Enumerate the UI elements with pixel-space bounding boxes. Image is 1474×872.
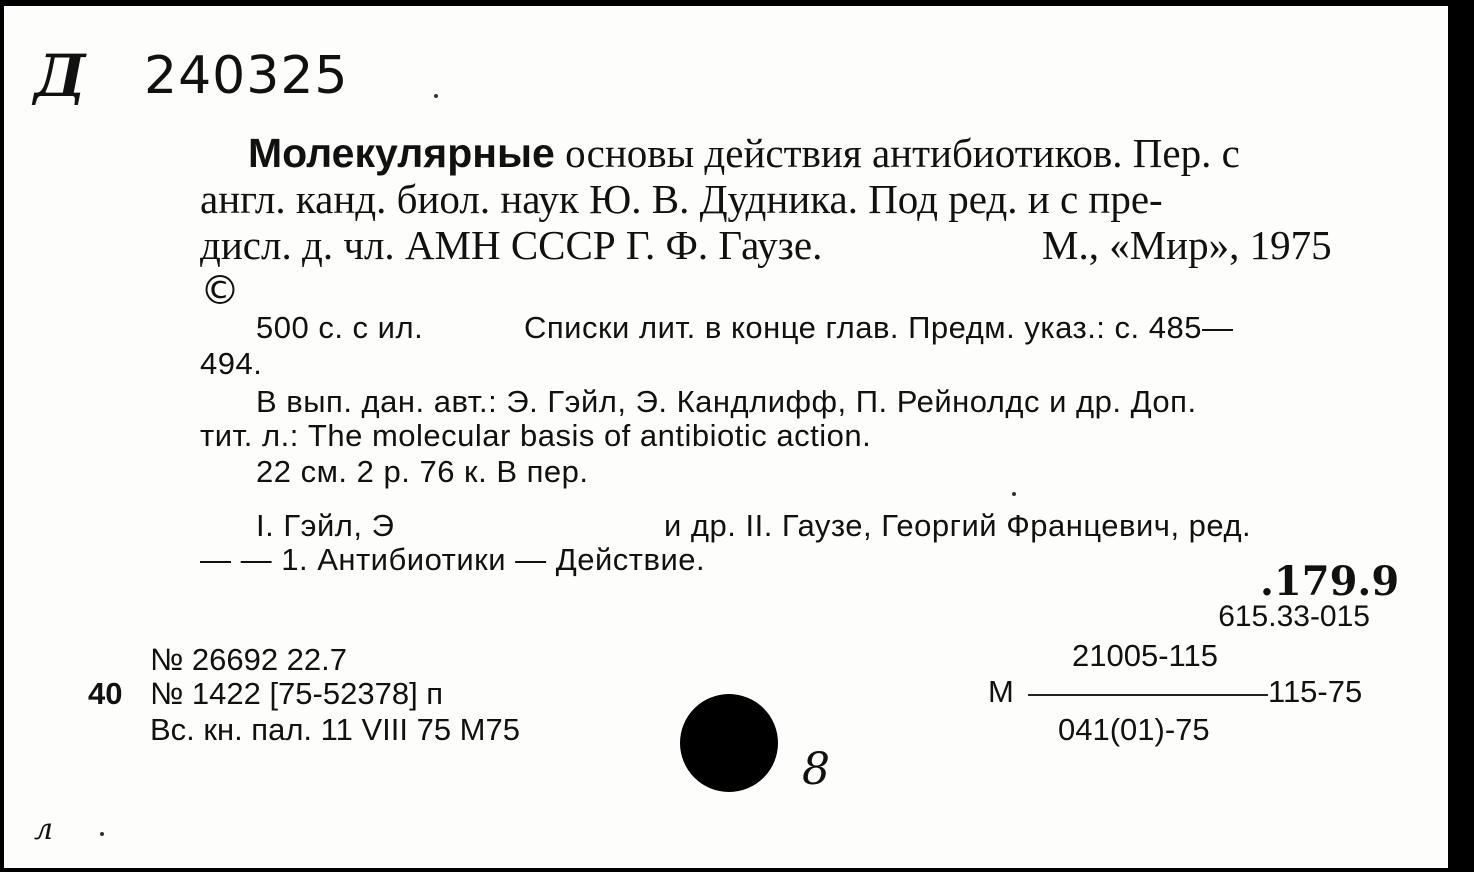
copyright-sign: © (200, 268, 240, 314)
tracing-2: и др. II. Гаузе, Георгий Францевич, ред. (664, 508, 1252, 543)
title-line-1 (248, 130, 1240, 176)
catalog-number: 240325 (144, 46, 349, 106)
publisher-code-right: 115-75 (1268, 674, 1363, 709)
card-prefix: 40 (88, 676, 123, 711)
publisher-code-bottom: 041(01)-75 (1058, 712, 1210, 747)
handwritten-number: 8 (802, 744, 830, 795)
speck (100, 832, 104, 836)
authors-note: В вып. дан. авт.: Э. Гэйл, Э. Кандлифф, П. Рейнолдс и др. Доп. (256, 384, 1197, 419)
speck (434, 94, 438, 98)
imprint: М., «Мир», 1975 (1042, 222, 1332, 268)
chamber-date: Вс. кн. пал. 11 VIII 75 М75 (150, 712, 520, 747)
registration-number: № 1422 [75-52378] п (150, 676, 444, 711)
handwritten-mark: л (34, 812, 54, 847)
subject-heading: — — 1. Антибиотики — Действие. (200, 542, 706, 577)
title-bold: Молекулярные (248, 130, 555, 176)
publisher-code-m: М (988, 674, 1014, 709)
classification-handwritten: .179.9 (1260, 558, 1400, 605)
bibliography-note-cont: 494. (200, 346, 263, 381)
card-number: № 26692 22.7 (150, 642, 348, 677)
pages: 500 с. с ил. (256, 310, 424, 345)
original-title: тит. л.: The molecular basis of antibiotic action. (200, 418, 872, 453)
speck (1012, 492, 1016, 496)
bibliography-note: Списки лит. в конце глав. Предм. указ.: с. 485— (524, 310, 1234, 345)
udc-number: 615.33-015 (1218, 600, 1370, 633)
punch-hole (680, 694, 778, 792)
title-line-2: англ. канд. биол. наук Ю. В. Дудника. Под ред. и с пре- (200, 176, 1163, 222)
title-line-3: дисл. д. чл. АМН СССР Г. Ф. Гаузе. (200, 222, 823, 268)
tracing-1: I. Гэйл, Э (256, 508, 395, 543)
catalog-letter: Д (34, 42, 86, 110)
size-price: 22 см. 2 р. 76 к. В пер. (256, 454, 589, 489)
catalog-card (4, 4, 1448, 868)
title-rest: основы действия антибиотиков. Пер. с (554, 130, 1240, 176)
publisher-code-top: 21005-115 (1072, 638, 1218, 673)
fraction-line (1028, 694, 1268, 696)
